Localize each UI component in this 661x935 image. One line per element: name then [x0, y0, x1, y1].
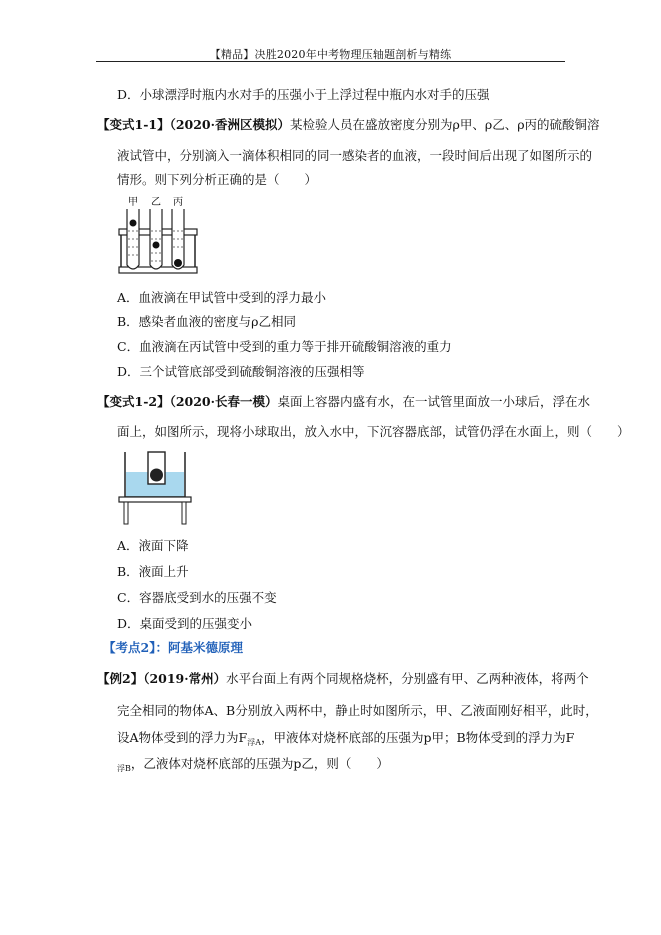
blood-drop-bing	[174, 259, 182, 267]
text-fragment: ，乙液体对烧杯底部的压强为p乙，则（ ）	[130, 756, 389, 771]
example-tag: 【例2】	[97, 671, 144, 686]
example-text: 水平台面上有两个同规格烧杯，分别盛有甲、乙两种液体，将两个	[226, 671, 589, 686]
variant-source: （2020·香洲区模拟）	[169, 117, 290, 132]
option-d: D．三个试管底部受到硫酸铜溶液的压强相等	[117, 364, 365, 379]
ball	[150, 469, 163, 482]
example-2-line3	[117, 730, 574, 751]
option-a: A．血液滴在甲试管中受到的浮力最小	[117, 290, 327, 305]
variant-1-1-stem	[97, 117, 600, 133]
subscript: 浮B	[117, 764, 131, 773]
page-header: 【精品】决胜2020年中考物理压轴题剖析与精练	[209, 48, 452, 61]
variant-1-1-line2: 液试管中，分别滴入一滴体积相同的同一感染者的血液，一段时间后出现了如图所示的	[117, 148, 593, 163]
variant-text: 某检验人员在盛放密度分别为ρ甲、ρ乙、ρ丙的硫酸铜溶	[290, 117, 600, 132]
example-2-stem	[97, 671, 589, 687]
tube-label-jia: 甲	[128, 197, 138, 208]
header-rule	[96, 61, 565, 62]
example-2-line4	[117, 756, 389, 777]
text-fragment: 设A物体受到的浮力为F	[117, 730, 248, 745]
blood-drop-yi	[153, 242, 160, 249]
topic-heading: 【考点2】：阿基米德原理	[103, 640, 243, 655]
example-source: （2019·常州）	[143, 671, 227, 686]
variant-text: 桌面上容器内盛有水，在一试管里面放一小球后，浮在水	[277, 394, 591, 409]
text-fragment: ，甲液体对烧杯底部的压强为p甲；B物体受到的浮力为F	[260, 730, 575, 745]
option-b: B．感染者血液的密度与ρ乙相同	[117, 314, 297, 329]
test-tube-rack-figure	[117, 195, 199, 279]
tube-label-yi: 乙	[151, 197, 161, 208]
variant-tag: 【变式1-1】	[97, 117, 170, 132]
variant-source: （2020·长春一模）	[169, 394, 278, 409]
example-2-line2: 完全相同的物体A、B分别放入两杯中，静止时如图所示，甲、乙液面刚好相平，此时，	[117, 703, 598, 718]
tube-label-bing: 丙	[173, 197, 183, 208]
option-b: B．液面上升	[117, 564, 189, 579]
variant-1-1-line3: 情形。则下列分析正确的是（ ）	[117, 172, 318, 187]
container-tube-figure	[117, 450, 193, 526]
option-a: A．液面下降	[117, 538, 189, 553]
option-d: D．桌面受到的压强变小	[117, 616, 253, 631]
prev-option-d: D．小球漂浮时瓶内水对手的压强小于上浮过程中瓶内水对手的压强	[117, 87, 490, 102]
variant-tag: 【变式1-2】	[97, 394, 170, 409]
variant-1-2-stem	[97, 394, 590, 410]
subscript: 浮A	[247, 738, 261, 747]
option-c: C．容器底受到水的压强不变	[117, 590, 277, 605]
variant-1-2-line2: 面上，如图所示，现将小球取出，放入水中，下沉容器底部，试管仍浮在水面上，则（ ）	[117, 424, 630, 439]
blood-drop-jia	[130, 220, 137, 227]
option-c: C．血液滴在丙试管中受到的重力等于排开硫酸铜溶液的重力	[117, 339, 452, 354]
